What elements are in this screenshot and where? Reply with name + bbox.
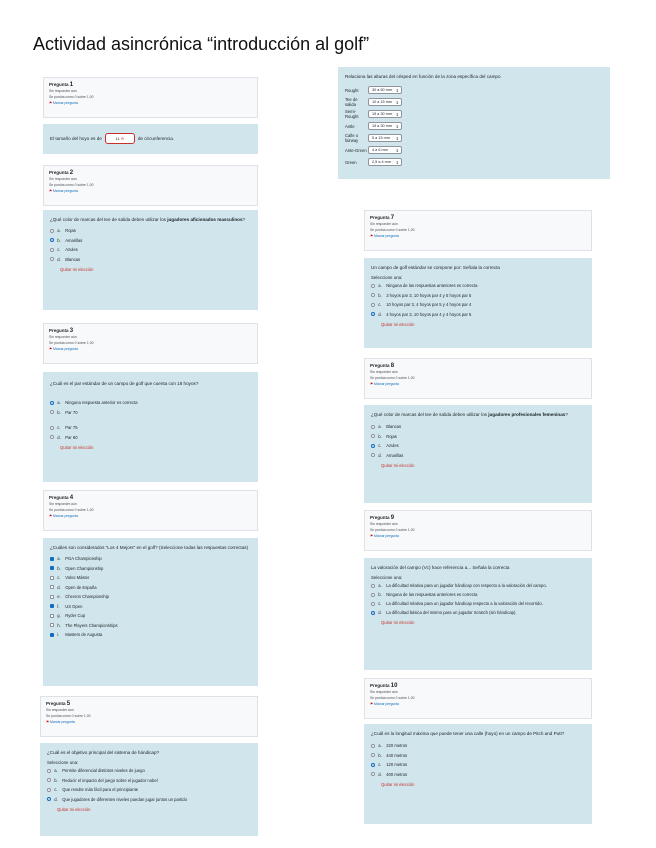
question-score: Se puntúa como 0 sobre 1,00	[370, 528, 415, 532]
question-info-5	[40, 696, 258, 737]
checkbox[interactable]	[50, 623, 54, 627]
flag-question-link[interactable]: ⚑Marcar pregunta	[370, 534, 399, 538]
radio-button[interactable]	[47, 788, 51, 792]
question-status: Sin responder aún	[46, 708, 74, 712]
question-text: Relaciona las alturas del césped en función de la zona específica del campo	[345, 74, 501, 79]
radio-button[interactable]	[371, 293, 375, 297]
flag-icon: ⚑	[370, 702, 374, 706]
radio-button[interactable]	[371, 602, 375, 606]
flag-question-link[interactable]: ⚑Marcar pregunta	[49, 189, 78, 193]
radio-button[interactable]	[50, 248, 54, 252]
match-row: Semi-Rought 15 a 30 mm ⇕	[345, 108, 603, 120]
question-text: ¿Qué color de marcas del tee de salida deben utilizar los jugadores aficionados masculinos?	[50, 217, 246, 222]
answer-option[interactable]: c. 10 hoyos par 3, 4 hoyos par 5 y 4 hoyos par 4	[371, 300, 585, 310]
radio-button[interactable]	[50, 426, 54, 430]
question-status: Sin responder aún	[49, 177, 77, 181]
match-select[interactable]: 30 a 50 mm ⇕	[368, 86, 402, 94]
match-select[interactable]: 5 a 15 mm ⇕	[368, 134, 402, 142]
question-info-3	[43, 323, 258, 364]
question-text: La valoración del campo (Vc) hace referencia a... Señala la correcta	[371, 565, 510, 570]
radio-button-selected[interactable]	[47, 797, 51, 801]
question-info-7	[364, 210, 592, 251]
question-content-1	[43, 124, 258, 154]
answer-option[interactable]: a. Permite diferencial distintos niveles de juego	[47, 766, 251, 776]
radio-button[interactable]	[371, 753, 375, 757]
clear-choice-link[interactable]: Quitar mi elección	[57, 807, 91, 812]
flag-icon: ⚑	[49, 514, 53, 518]
match-select[interactable]: 2,5 a 4 mm ⇕	[368, 158, 402, 166]
answer-option[interactable]: a. Ninguna respuesta anterior es correcta	[50, 398, 251, 408]
question-text: ¿Qué color de marcas del tee de salida deben utilizar los jugadores profesionales femeninas?	[371, 412, 568, 417]
answer-option[interactable]: a. PGA Championship	[50, 554, 251, 564]
question-content-4	[43, 538, 258, 686]
question-text: ¿Cuáles son considerados "Los 4 Mejors" en el golf? (Seleccione todas las respuestas correctas)	[50, 545, 249, 550]
flag-icon: ⚑	[370, 534, 374, 538]
chevron-updown-icon: ⇕	[395, 135, 399, 141]
clear-choice-link[interactable]: Quitar mi elección	[381, 463, 415, 468]
answer-option[interactable]: d. Par 80	[50, 433, 251, 443]
radio-button[interactable]	[50, 410, 54, 414]
question-score: Se puntúa como 0 sobre 1,00	[49, 183, 94, 187]
answer-input[interactable]: 11 ⊖	[105, 133, 135, 144]
checkbox-checked[interactable]	[50, 557, 54, 561]
flag-question-link[interactable]: ⚑Marcar pregunta	[370, 382, 399, 386]
chevron-updown-icon: ⇕	[395, 159, 399, 165]
question-content-2	[43, 210, 258, 310]
radio-button-selected[interactable]	[371, 611, 375, 615]
checkbox-checked[interactable]	[50, 633, 54, 637]
question-score: Se puntúa como 0 sobre 1,00	[370, 696, 415, 700]
checkbox[interactable]	[50, 614, 54, 618]
clear-choice-link[interactable]: Quitar mi elección	[381, 782, 415, 787]
radio-button-selected[interactable]	[371, 444, 375, 448]
answer-option[interactable]: c. Volvo Máster	[50, 573, 251, 583]
checkbox-checked[interactable]	[50, 566, 54, 570]
chevron-updown-icon: ⇕	[395, 123, 399, 129]
match-row: Green 2,5 a 4 mm ⇕	[345, 156, 603, 168]
answer-option[interactable]: d. Open de España	[50, 583, 251, 593]
flag-question-link[interactable]: ⚑Marcar pregunta	[49, 101, 78, 105]
flag-icon: ⚑	[49, 101, 53, 105]
match-row: Antle 15 a 30 mm ⇕	[345, 120, 603, 132]
match-row: Rought 30 a 50 mm ⇕	[345, 84, 603, 96]
radio-button[interactable]	[371, 425, 375, 429]
question-number: Pregunta 7	[370, 215, 395, 221]
match-row: Ante-Green 4 a 6 mm ⇕	[345, 144, 603, 156]
question-content-7	[364, 258, 592, 348]
answer-option[interactable]: b. Reducir el impacto del juego sobre el jugador nobel	[47, 776, 251, 786]
answer-option[interactable]: a. 220 metros	[371, 741, 585, 751]
answer-option[interactable]: d. 4 hoyos par 3, 10 hoyos par 4 y 4 hoyos par 5	[371, 310, 585, 320]
question-content-10	[364, 724, 592, 824]
question-status: Sin responder aún	[49, 502, 77, 506]
flag-icon: ⚑	[49, 189, 53, 193]
clear-choice-link[interactable]: Quitar mi elección	[60, 445, 94, 450]
radio-button[interactable]	[47, 769, 51, 773]
answer-option[interactable]: h. The Players Championships	[50, 621, 251, 631]
flag-icon: ⚑	[49, 347, 53, 351]
question-score: Se puntúa como 0 sobre 1,00	[370, 228, 415, 232]
question-info-10	[364, 678, 592, 719]
question-score: Se puntúa como 0 sobre 1,00	[49, 341, 94, 345]
clear-choice-link[interactable]: Quitar mi elección	[381, 620, 415, 625]
question-info-4	[43, 490, 258, 531]
match-select[interactable]: 15 a 30 mm ⇕	[368, 122, 402, 130]
answer-option[interactable]: e. Chevron Championship	[50, 592, 251, 602]
radio-button[interactable]	[371, 744, 375, 748]
answer-option[interactable]: g. Ryder Cup	[50, 611, 251, 621]
question-number: Pregunta 2	[49, 170, 74, 176]
answer-option[interactable]: d. La dificultad básica del mismo para un jugador Scratch (sin hándicap).	[371, 608, 585, 617]
flag-icon: ⚑	[370, 234, 374, 238]
question-number: Pregunta 10	[370, 683, 398, 689]
match-row: Calle o fairway 5 a 15 mm ⇕	[345, 132, 603, 144]
clear-choice-link[interactable]: Quitar mi elección	[60, 267, 94, 272]
flag-question-link[interactable]: ⚑Marcar pregunta	[49, 347, 78, 351]
question-score: Se puntúa como 0 sobre 1,00	[46, 714, 91, 718]
answer-option[interactable]: c. La dificultad relativa para un jugador hándicap respecto a la valoración del recorrido.	[371, 599, 585, 608]
flag-question-link[interactable]: ⚑Marcar pregunta	[49, 514, 78, 518]
question-text: ¿Cuál es el par estándar de un campo de golf que cuenta con 18 hoyos?	[50, 381, 199, 386]
radio-button[interactable]	[371, 303, 375, 307]
flag-icon: ⚑	[370, 382, 374, 386]
answer-option[interactable]: c. Que resulte más fácil para el principiante	[47, 785, 251, 795]
answer-option[interactable]: i. Masters de Augusta	[50, 630, 251, 640]
match-row: Tee de salida 10 a 15 mm ⇕	[345, 96, 603, 108]
radio-button[interactable]	[371, 584, 375, 588]
flag-question-link[interactable]: ⚑Marcar pregunta	[370, 234, 399, 238]
question-text-after: de circunferencia.	[137, 136, 175, 141]
flag-question-link[interactable]: ⚑Marcar pregunta	[46, 720, 75, 724]
question-info-9	[364, 510, 592, 551]
question-number: Pregunta 3	[49, 328, 74, 334]
answer-option[interactable]: a. Ninguna de las respuestas anteriores es correcta	[371, 281, 585, 291]
answer-option[interactable]: b. Amarillas	[50, 236, 251, 246]
radio-button[interactable]	[371, 434, 375, 438]
radio-button[interactable]	[371, 593, 375, 597]
question-number: Pregunta 9	[370, 515, 395, 521]
chevron-updown-icon: ⇕	[395, 147, 399, 153]
answer-option[interactable]: c. Azules	[50, 245, 251, 255]
answer-option[interactable]: a. Blancas	[371, 422, 585, 432]
question-text: El tamaño del hoyo es de	[50, 136, 102, 141]
question-content-9	[364, 558, 592, 670]
answer-option[interactable]: c. Azules	[371, 441, 585, 451]
radio-button[interactable]	[50, 257, 54, 261]
answer-option[interactable]: b. 3 hoyos par 3, 10 hoyos par 4 y 5 hoyos par 5	[371, 291, 585, 301]
answer-option[interactable]: d. Blancas	[50, 255, 251, 265]
answer-option[interactable]: b. Par 70	[50, 408, 251, 418]
question-text: ¿Cuál es la longitud máxima que puede tener una calle (hoyo) en un campo de Pitch and Putt?	[371, 731, 565, 736]
answer-option[interactable]: d. Que jugadores de diferentes niveles puedan jugar juntos un partido	[47, 795, 251, 805]
page-title: Actividad asincrónica “introducción al golf”	[33, 34, 370, 54]
answer-option[interactable]: b. Rojas	[371, 432, 585, 442]
question-content-5	[40, 743, 258, 836]
question-number: Pregunta 5	[46, 701, 71, 707]
select-one-label: Seleccione una:	[371, 275, 403, 280]
flag-question-link[interactable]: ⚑Marcar pregunta	[370, 702, 399, 706]
answer-option[interactable]: a. Rojas	[50, 226, 251, 236]
question-content-6	[338, 67, 610, 179]
question-text: Un campo de golf estándar se compone por: Señala la correcta	[371, 265, 500, 270]
answer-option[interactable]: d. Amarillas	[371, 451, 585, 461]
question-info-8	[364, 358, 592, 399]
chevron-updown-icon: ⇕	[395, 99, 399, 105]
checkbox-checked[interactable]	[50, 604, 54, 608]
checkbox[interactable]	[50, 585, 54, 589]
question-status: Sin responder aún	[370, 522, 398, 526]
question-status: Sin responder aún	[49, 335, 77, 339]
radio-button-selected[interactable]	[50, 401, 54, 405]
question-info-1	[43, 77, 258, 118]
question-info-2	[43, 165, 258, 206]
question-text: ¿Cuál es el objetivo principal del sistema de hándicap?	[47, 750, 160, 755]
question-content-8	[364, 405, 592, 503]
match-select[interactable]: 4 a 6 mm ⇕	[368, 146, 402, 154]
radio-button[interactable]	[50, 229, 54, 233]
answer-option[interactable]: c. Par 75	[50, 423, 251, 433]
radio-button[interactable]	[50, 435, 54, 439]
question-status: Sin responder aún	[370, 370, 398, 374]
radio-button[interactable]	[371, 284, 375, 288]
radio-button[interactable]	[371, 453, 375, 457]
checkbox[interactable]	[50, 595, 54, 599]
chevron-updown-icon: ⇕	[395, 87, 399, 93]
question-score: Se puntúa como 0 sobre 1,00	[49, 95, 94, 99]
question-number: Pregunta 8	[370, 363, 395, 369]
answer-option[interactable]: d. 400 metros	[371, 770, 585, 780]
select-one-label: Seleccione una:	[47, 760, 79, 765]
question-status: Sin responder aún	[370, 690, 398, 694]
match-select[interactable]: 15 a 30 mm ⇕	[368, 110, 402, 118]
question-content-3	[43, 372, 258, 482]
question-score: Se puntúa como 0 sobre 1,00	[370, 376, 415, 380]
question-score: Se puntúa como 0 sobre 1,00	[49, 508, 94, 512]
radio-button[interactable]	[47, 778, 51, 782]
question-number: Pregunta 4	[49, 495, 74, 501]
chevron-updown-icon: ⇕	[395, 111, 399, 117]
question-status: Sin responder aún	[370, 222, 398, 226]
radio-button-selected[interactable]	[50, 238, 54, 242]
answer-option[interactable]: c. 120 metros	[371, 760, 585, 770]
clear-choice-link[interactable]: Quitar mi elección	[381, 322, 415, 327]
answer-option[interactable]: a. La dificultad relativa para un jugador hándicap con respecto a la valoración del campo.	[371, 581, 585, 590]
checkbox[interactable]	[50, 576, 54, 580]
answer-option[interactable]: b. Ninguna de las respuestas anteriores es correcta	[371, 590, 585, 599]
radio-button-selected[interactable]	[371, 312, 375, 316]
answer-option[interactable]: b. 440 metros	[371, 751, 585, 761]
radio-button-selected[interactable]	[371, 763, 375, 767]
match-select[interactable]: 10 a 15 mm ⇕	[368, 98, 402, 106]
answer-option[interactable]: b. Open Championship	[50, 564, 251, 574]
radio-button[interactable]	[371, 772, 375, 776]
flag-icon: ⚑	[46, 720, 50, 724]
question-number: Pregunta 1	[49, 82, 74, 88]
select-one-label: Seleccione una:	[371, 575, 403, 580]
answer-option[interactable]: f. US Open	[50, 602, 251, 612]
question-status: Sin responder aún	[49, 89, 77, 93]
